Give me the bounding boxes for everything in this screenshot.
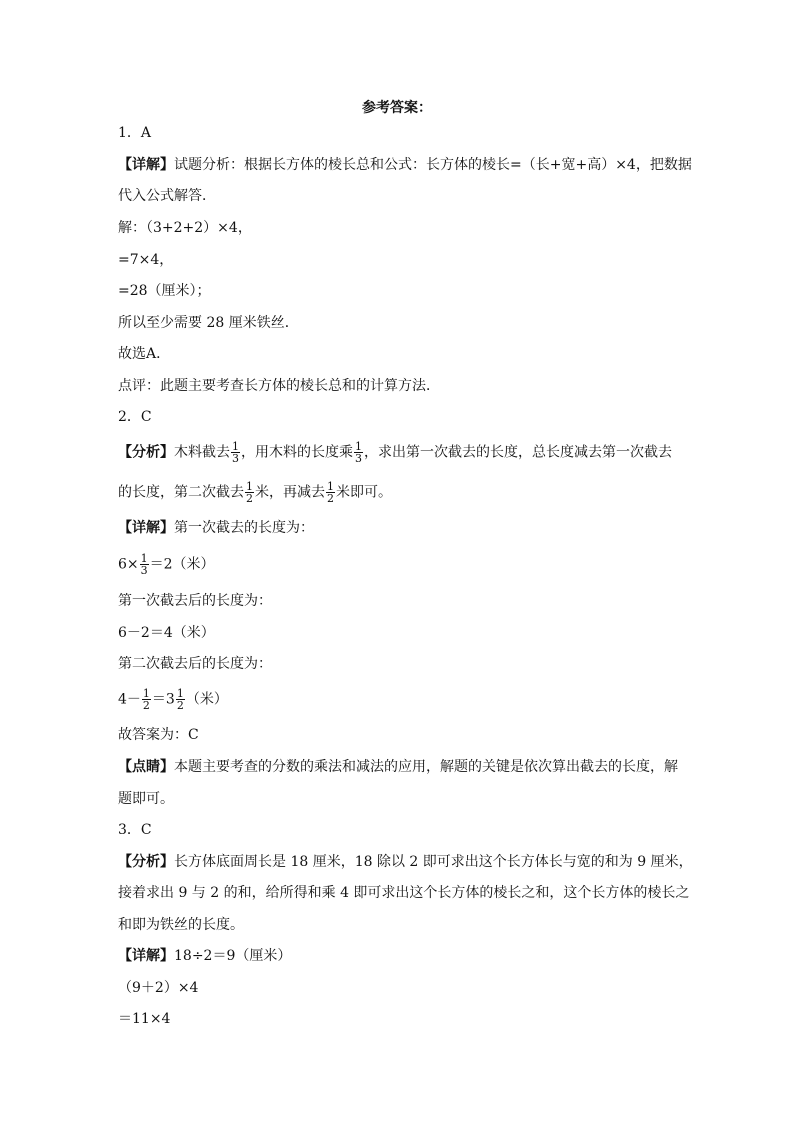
q2-note-text: 本题主要考查的分数的乘法和减法的应用，解题的关键是依次算出截去的长度，解 [174, 759, 678, 775]
expr-part: 4－ [118, 691, 141, 708]
q2-note-2: 题即可。 [118, 791, 174, 807]
q2-analysis-text: 的长度，第二次截去 [118, 484, 244, 501]
q2-expr-3 [118, 688, 228, 711]
q3-detail-1 [118, 946, 291, 966]
q2-analysis-text: ，求出第一次截去的长度，总长度减去第一次截去 [364, 444, 672, 461]
q3-analysis-1 [118, 852, 693, 872]
fraction-one-third: $\frac{1}{3}$ [355, 440, 362, 465]
q1-detail-text: 试题分析：根据长方体的棱长总和公式：长方体的棱长=（长+宽+高）×4，把数据 [174, 157, 692, 173]
q2-expr-1 [118, 553, 215, 576]
fraction-one-third: $\frac{1}{3}$ [140, 552, 148, 577]
fraction-one-half: $\frac{1}{2}$ [142, 687, 150, 712]
fraction-one-half: $\frac{1}{2}$ [176, 687, 184, 712]
q2-analysis-1 [118, 441, 672, 464]
q1-comment: 点评：此题主要考查长方体的棱长总和的计算方法． [118, 378, 440, 394]
fraction-one-half: $\frac{1}{2}$ [327, 480, 334, 505]
q1-detail-tag: 【详解】 [118, 157, 174, 173]
q2-detail-1 [118, 518, 314, 538]
q2-analysis-text: 木料截去 [174, 444, 230, 461]
q2-number: 2．C [118, 409, 152, 425]
expr-part: 6× [118, 556, 139, 573]
q3-detail-2: （9＋2）×4 [118, 980, 199, 996]
q1-detail-cont: 代入公式解答． [118, 188, 216, 204]
q2-analysis-text: 米即可。 [336, 484, 392, 501]
q1-sol-4: 所以至少需要 28 厘米铁丝． [118, 315, 299, 331]
q3-detail-3: ＝11×4 [118, 1011, 171, 1027]
q2-analysis-tag: 【分析】 [118, 444, 174, 461]
q2-expr-2: 6－2＝4（米） [118, 625, 215, 641]
page-title: 参考答案： [362, 100, 432, 116]
q1-sol-1: 解：（3+2+2）×4， [118, 220, 252, 236]
q2-analysis-text: 米，再减去 [255, 484, 325, 501]
q2-analysis-2 [118, 481, 392, 504]
q3-number: 3．C [118, 822, 152, 838]
q2-answer: 故答案为：C [118, 727, 199, 743]
q3-analysis-tag: 【分析】 [118, 854, 174, 870]
q2-detail-tag: 【详解】 [118, 520, 174, 536]
q1-sol-3: =28（厘米）； [118, 283, 211, 299]
q3-analysis-text: 长方体底面周长是 18 厘米，18 除以 2 即可求出这个长方体长与宽的和为 9 厘米， [174, 854, 693, 870]
q2-detail-2: 第一次截去后的长度为： [118, 593, 272, 609]
expr-part: ＝3 [151, 691, 175, 708]
q2-detail-3: 第二次截去后的长度为： [118, 656, 272, 672]
expr-part: （米） [185, 691, 228, 708]
q3-detail-text: 18÷2＝9（厘米） [174, 948, 292, 964]
q2-note-1 [118, 757, 678, 777]
q1-sol-2: =7×4， [118, 252, 174, 268]
q3-analysis-3: 和即为铁丝的长度。 [118, 917, 244, 933]
q1-number: 1．A [118, 125, 152, 141]
q1-detail [118, 155, 692, 175]
fraction-one-half: $\frac{1}{2}$ [246, 480, 253, 505]
q2-note-tag: 【点睛】 [118, 759, 174, 775]
q3-detail-tag: 【详解】 [118, 948, 174, 964]
expr-part: ＝2（米） [149, 556, 215, 573]
q3-analysis-2: 接着求出 9 与 2 的和，给所得和乘 4 即可求出这个长方体的棱长之和，这个长方体的棱长之 [118, 885, 690, 901]
q2-analysis-text: ，用木料的长度乘 [241, 444, 353, 461]
q2-detail-text: 第一次截去的长度为： [174, 520, 314, 536]
fraction-one-third: $\frac{1}{3}$ [232, 440, 239, 465]
q1-sol-5: 故选A． [118, 346, 171, 362]
